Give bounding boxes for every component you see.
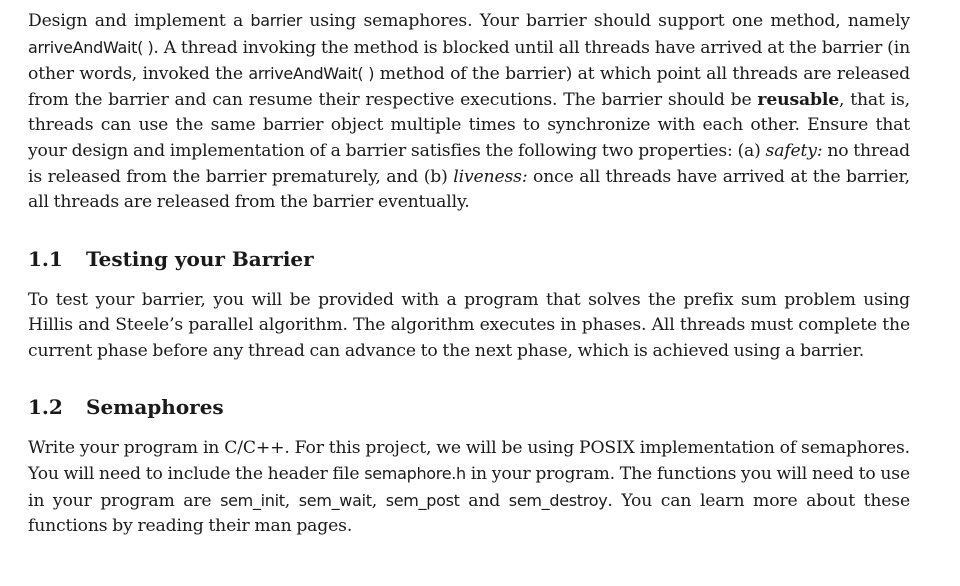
text: and <box>459 490 509 511</box>
method-name: arriveAndWait( ) <box>28 37 154 57</box>
text: in your program. The functions you will need to use in your program are <box>28 464 910 511</box>
text: . A thread invoking the method is blocked until all threads have arrived at the barrier (in other words, invoked the <box>28 37 910 85</box>
text: Design and implement a <box>28 11 251 31</box>
function-name: sem_init <box>220 490 285 510</box>
function-name: sem_post <box>385 490 460 510</box>
section-title: Semaphores <box>86 394 224 419</box>
function-name: sem_destroy <box>508 490 608 510</box>
term-barrier: barrier <box>250 11 303 30</box>
method-name: arriveAndWait( ) <box>248 64 375 84</box>
text: , <box>371 490 386 511</box>
text: . You can learn more about these functions by reading their man pages. <box>28 490 910 537</box>
section-title: Testing your Barrier <box>86 246 314 271</box>
text: once all threads have arrived at the barrier, all threads are released from the barrier eventually. <box>28 166 910 213</box>
header-file-name: semaphore.h <box>364 464 466 484</box>
text: no thread is released from the barrier prematurely, and (b) <box>28 140 910 187</box>
text: Write your program in C/C++. For this project, we will be using POSIX implementation of semaphores. You will need to include the header file <box>28 437 910 485</box>
section-number: 1.1 <box>28 246 63 271</box>
intro-paragraph <box>28 8 910 216</box>
semaphores-paragraph <box>28 436 910 540</box>
term-reusable: reusable <box>757 89 840 110</box>
section-number: 1.2 <box>28 394 63 419</box>
function-name: sem_wait <box>298 490 372 510</box>
section-heading-semaphores <box>28 393 910 421</box>
text: method of the barrier) at which point all threads are released from the barrier and can resume their respective executions. The barrier should be <box>28 64 910 110</box>
term-safety: safety: <box>765 140 823 161</box>
text: using semaphores. Your barrier should support one method, namely <box>302 11 910 31</box>
text: , <box>284 490 299 511</box>
text: , that is, threads can use the same barrier object multiple times to synchronize with each other. Ensure that your design and implementation of a barrier satisfies the following two properties: (a) <box>28 89 910 161</box>
term-liveness: liveness: <box>453 166 528 187</box>
section-heading-testing <box>28 245 910 273</box>
testing-paragraph: To test your barrier, you will be provided with a program that solves the prefix sum problem using Hillis and Steele’s parallel algorithm. The algorithm executes in phases. All threads must complete the current phase before any thread can advance to the next phase, which is achieved using a barrier. <box>28 289 910 361</box>
